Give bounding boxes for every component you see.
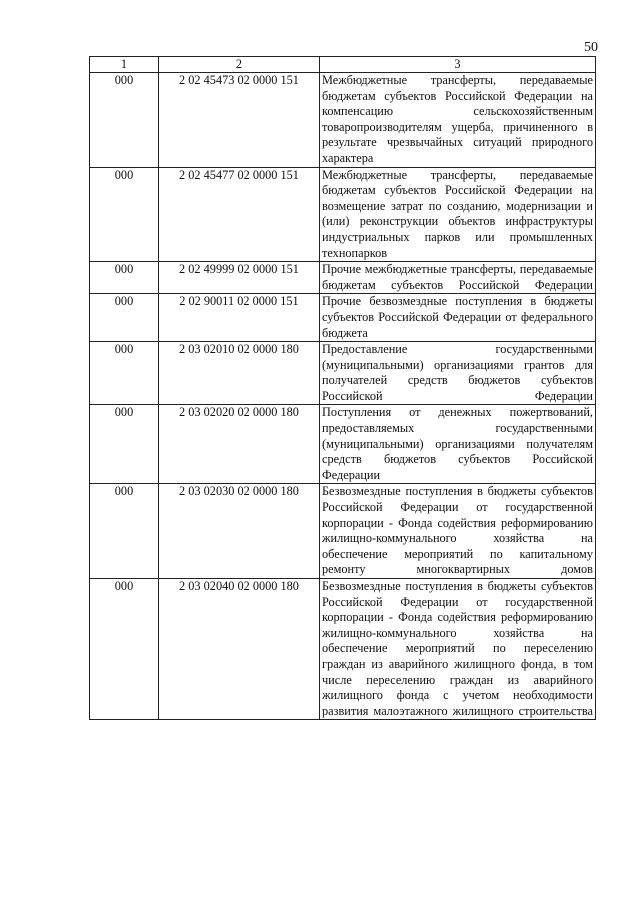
income-code-cell: 2 02 49999 02 0000 151 bbox=[159, 262, 320, 294]
income-code-cell: 2 02 45477 02 0000 151 bbox=[159, 167, 320, 262]
income-code-cell: 2 02 45473 02 0000 151 bbox=[159, 73, 320, 168]
description-cell: Предоставление государственными (муниципальными) организациями грантов для получателей средств бюджетов субъектов Российской Федерации bbox=[320, 342, 596, 405]
description-cell: Межбюджетные трансферты, передаваемые бюджетам субъектов Российской Федерации на компенсацию сельскохозяйственным товаропроизводителям ущерба, причиненного в результате чрезвычайных ситуаций природного характера bbox=[320, 73, 596, 168]
admin-code-cell: 000 bbox=[90, 484, 159, 579]
admin-code-cell: 000 bbox=[90, 342, 159, 405]
admin-code-cell: 000 bbox=[90, 579, 159, 720]
description-cell: Безвозмездные поступления в бюджеты субъектов Российской Федерации от государственной корпорации - Фонда содействия реформированию жилищно-коммунального хозяйства на обеспечение мероприятий по капитальному ремонту многоквартирных домов bbox=[320, 484, 596, 579]
column-header-3: 3 bbox=[320, 57, 596, 73]
admin-code-cell: 000 bbox=[90, 405, 159, 484]
income-code-cell: 2 03 02030 02 0000 180 bbox=[159, 484, 320, 579]
admin-code-cell: 000 bbox=[90, 294, 159, 342]
table-row bbox=[90, 262, 596, 294]
description-cell: Межбюджетные трансферты, передаваемые бюджетам субъектов Российской Федерации на возмещение затрат по созданию, модернизации и (или) реконструкции объектов инфраструктуры индустриальных парков или промышленных технопарков bbox=[320, 167, 596, 262]
table-row bbox=[90, 167, 596, 262]
income-code-cell: 2 02 90011 02 0000 151 bbox=[159, 294, 320, 342]
column-header-1: 1 bbox=[90, 57, 159, 73]
table-row bbox=[90, 579, 596, 720]
description-cell: Прочие безвозмездные поступления в бюджеты субъектов Российской Федерации от федерального бюджета bbox=[320, 294, 596, 342]
table-row bbox=[90, 73, 596, 168]
table-header-row bbox=[90, 57, 596, 73]
column-header-2: 2 bbox=[159, 57, 320, 73]
income-code-cell: 2 03 02040 02 0000 180 bbox=[159, 579, 320, 720]
table-row bbox=[90, 342, 596, 405]
description-cell: Поступления от денежных пожертвований, предоставляемых государственными (муниципальными) организациями получателям средств бюджетов субъектов Российской Федерации bbox=[320, 405, 596, 484]
table-row bbox=[90, 484, 596, 579]
admin-code-cell: 000 bbox=[90, 262, 159, 294]
admin-code-cell: 000 bbox=[90, 167, 159, 262]
page-number: 50 bbox=[584, 40, 598, 55]
table-row bbox=[90, 294, 596, 342]
income-code-cell: 2 03 02010 02 0000 180 bbox=[159, 342, 320, 405]
admin-code-cell: 000 bbox=[90, 73, 159, 168]
description-cell: Безвозмездные поступления в бюджеты субъектов Российской Федерации от государственной корпорации - Фонда содействия реформированию жилищно-коммунального хозяйства на обеспечение мероприятий по переселению граждан из аварийного жилищного фонда, в том числе переселению граждан из аварийного жилищного фонда с учетом необходимости развития малоэтажного жилищного строительства bbox=[320, 579, 596, 720]
income-code-cell: 2 03 02020 02 0000 180 bbox=[159, 405, 320, 484]
table-row bbox=[90, 405, 596, 484]
description-cell: Прочие межбюджетные трансферты, передаваемые бюджетам субъектов Российской Федерации bbox=[320, 262, 596, 294]
budget-classification-table bbox=[89, 56, 596, 720]
